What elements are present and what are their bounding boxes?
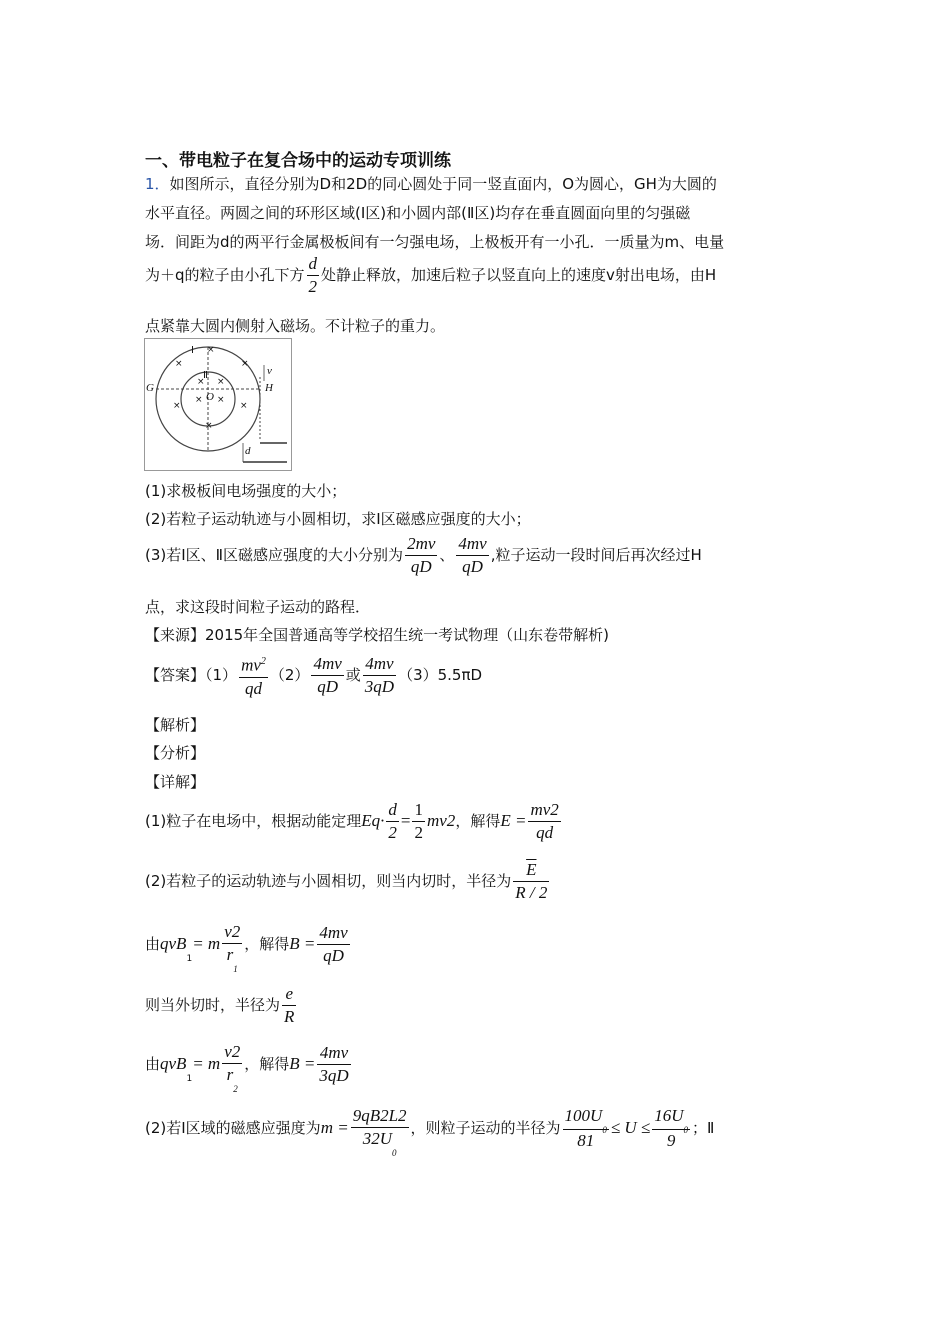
label-fenxi: 【分析】 [145,744,206,762]
answer-line: 【答案】（1） $\frac{mv^2}{qd}$ （2） $\frac{4mv}{qD}$ 或 $\frac{4mv}{3qD}$ （3）5.5πD [145,653,483,698]
solution-6: (2)若Ⅰ区域的磁感应强度为m = $\frac{9qB2L2}{32U_0}$ ，则粒子运动的半径为 $\frac{100U_0}{81}$ ≤ U ≤ $\frac{16U_0}{9}$ ；Ⅱ [145,1106,715,1158]
solution-4: 则当外切时，半径为 $\frac{e}{R}$ [145,984,295,1026]
source-line: 【来源】2015年全国普通高等学校招生统一考试物理（山东卷带解析) [145,626,610,644]
fraction-d-over-2: $\frac{d}{2}$ [308,254,318,296]
physics-figure: Ⅰ × × × Ⅱ × × × O × G H v × × × d [144,338,292,471]
part-2: (2)若粒子运动轨迹与小圆相切，求Ⅰ区磁感应强度的大小； [145,510,531,528]
label-xiangjie: 【详解】 [145,773,206,791]
question-number: 1． [145,175,170,193]
question-line-3: 场．间距为d的两平行金属极板间有一匀强电场，上极板开有一小孔．一质量为m、电量 [145,233,725,251]
velocity-v-label: v [267,365,272,377]
region-1-label: Ⅰ [191,345,194,356]
question-line-2: 水平直径。两圆之间的环形区域(Ⅰ区)和小圆内部(Ⅱ区)均存在垂直圆面向里的匀强磁 [145,204,691,222]
solution-2: (2)若粒子的运动轨迹与小圆相切，则当内切时，半径为 $\frac{\overline{E}}{R / 2}$ [145,860,548,902]
center-O-label: O [206,391,214,403]
part-3-line-2: 点，求这段时间粒子运动的路程． [145,598,371,616]
region-2-label: Ⅱ [203,370,208,381]
question-line-1: 1．如图所示，直径分别为D和2D的同心圆处于同一竖直面内，O为圆心，GH为大圆的 [145,175,717,193]
fraction-2mv-qD: $\frac{2mv}{qD}$ [407,534,436,576]
part-1: (1)求极板间电场强度的大小； [145,482,347,500]
fraction-4mv-qD: $\frac{4mv}{qD}$ [458,534,487,576]
point-G-label: G [146,382,154,394]
solution-1: (1)粒子在电场中，根据动能定理Eq· $\frac{d}{2}$ = $\frac{1}{2}$ mv2，解得E = $\frac{mv2}{qd}$ [145,800,559,842]
label-jiexi: 【解析】 [145,716,206,734]
section-title: 一、带电粒子在复合场中的运动专项训练 [145,151,451,171]
answer-fraction-1: $\frac{mv^2}{qd}$ [239,652,268,699]
solution-5: 由qvB$_1$= m $\frac{v2}{r_2}$ ，解得B = $\frac{4mv}{3qD}$ [145,1042,349,1094]
question-line-5: 点紧靠大圆内侧射入磁场。不计粒子的重力。 [145,317,446,335]
part-3-line-1: (3)若Ⅰ区、Ⅱ区磁感应强度的大小分别为 $\frac{2mv}{qD}$ 、 $\frac{4mv}{qD}$ ,粒子运动一段时间后再次经过H [145,534,702,576]
answer-fraction-3: $\frac{4mv}{3qD}$ [364,653,395,696]
answer-fraction-2: $\frac{4mv}{qD}$ [313,653,342,696]
plate-gap-d-label: d [245,445,251,457]
point-H-label: H [265,382,273,394]
solution-3: 由qvB$_1$= m $\frac{v2}{r_1}$ ，解得B = $\frac{4mv}{qD}$ [145,922,348,974]
question-line-4: 为＋q的粒子由小孔下方 $\frac{d}{2}$ 处静止释放，加速后粒子以竖直向上的速度v射出电场，由H [145,254,717,296]
